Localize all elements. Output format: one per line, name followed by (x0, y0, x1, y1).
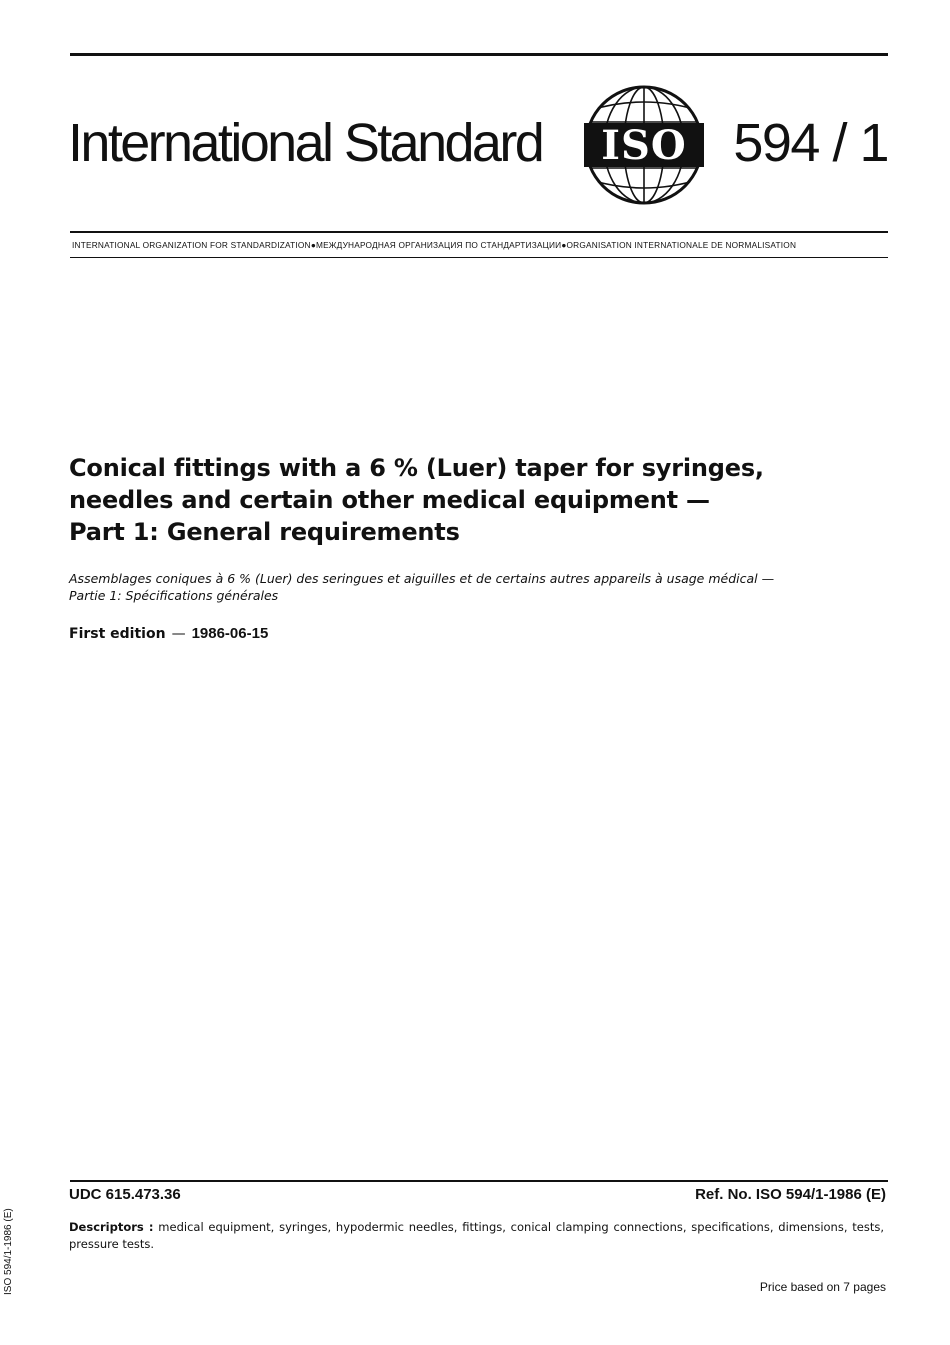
document-title (69, 452, 869, 548)
price-note: Price based on 7 pages (759, 1280, 886, 1294)
iso-globe-icon (581, 82, 707, 208)
udc-number: UDC 615.473.36 (69, 1186, 181, 1203)
descriptors-text: medical equipment, syringes, hypodermic needles, fittings, conical clamping connections, specifications, dimensions, tests, pressure tests. (69, 1220, 885, 1251)
header-divider (70, 231, 888, 233)
french-title-line-1: Assemblages coniques à 6 % (Luer) des seringues et aiguilles et de certains autres appareils à usage médical — (69, 571, 775, 586)
descriptors-label: Descriptors : (69, 1220, 154, 1234)
footer-divider (70, 1180, 888, 1182)
reference-number: Ref. No. ISO 594/1-1986 (E) (695, 1186, 886, 1203)
edition-label: First edition (69, 626, 166, 642)
top-rule (70, 53, 888, 56)
title-line-1: Conical fittings with a 6 % (Luer) taper for syringes, (69, 454, 764, 482)
french-title-line-2: Partie 1: Spécifications générales (69, 588, 279, 603)
side-reference: ISO 594/1-1986 (E) (3, 1208, 14, 1295)
iso-logo (581, 82, 707, 208)
edition-info (69, 625, 268, 642)
edition-dash: — (171, 626, 186, 642)
title-line-3: Part 1: General requirements (69, 518, 460, 546)
standard-number: 594 / 1 (733, 113, 888, 173)
descriptors (69, 1219, 884, 1253)
title-line-2: needles and certain other medical equipment — (69, 486, 710, 514)
header-divider-thin (70, 257, 888, 258)
document-type: International Standard (68, 113, 543, 173)
organization-names: INTERNATIONAL ORGANIZATION FOR STANDARDIZATION●МЕЖДУНАРОДНАЯ ОРГАНИЗАЦИЯ ПО СТАНДАРТИЗАЦИИ●ORGANISATION INTERNATIONALE DE NORMALISATION (72, 240, 797, 250)
iso-logo-text: ISO (601, 122, 687, 169)
french-title (69, 570, 889, 604)
edition-date: 1986-06-15 (191, 625, 269, 642)
